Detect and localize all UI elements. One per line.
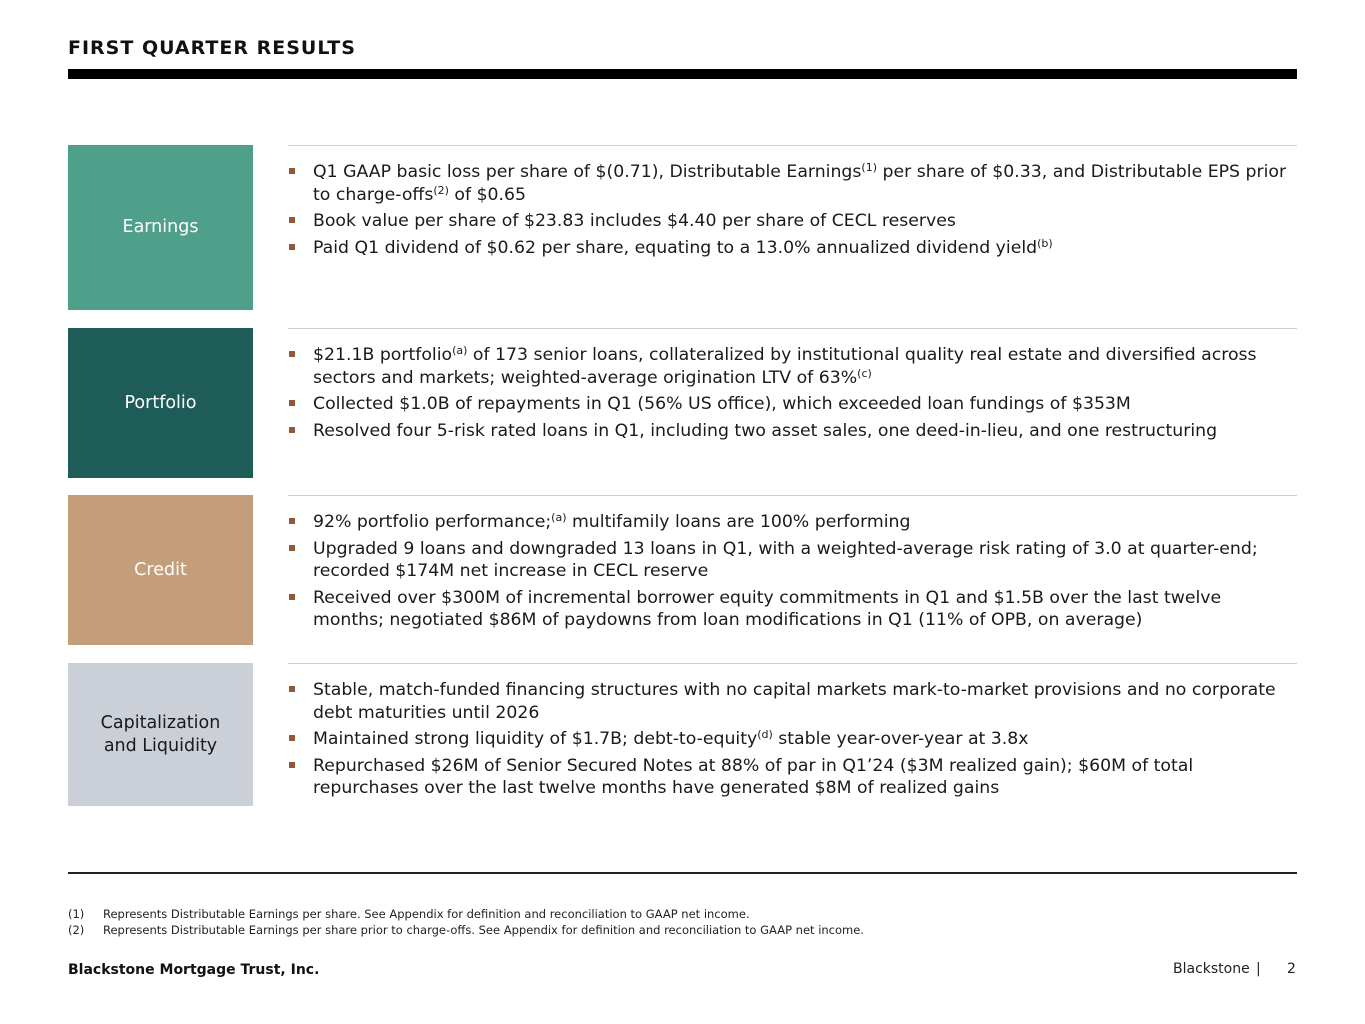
section-divider [288,495,1297,496]
footer-separator: | [1256,961,1261,977]
footnote [68,923,864,937]
section-portfolio [68,328,1297,478]
section-divider [288,663,1297,664]
bullet-item: Collected $1.0B of repayments in Q1 (56% US office), which exceeded loan fundings of $353M [288,393,1297,416]
bullet-item: 92% portfolio performance;$^{(a)}$ multifamily loans are 100% performing [288,511,1297,534]
bullet-list-credit [288,511,1297,636]
bullet-list-capitalization [288,679,1297,804]
title-rule [68,69,1297,79]
bullet-item: Book value per share of $23.83 includes $4.40 per share of CECL reserves [288,210,1297,233]
page-title: FIRST QUARTER RESULTS [68,37,356,59]
footnote-number: (2) [68,923,85,937]
page-number: 2 [1287,961,1296,977]
section-earnings [68,145,1297,310]
section-credit [68,495,1297,645]
bullet-list-portfolio [288,344,1297,446]
square-bullet-icon [289,518,295,524]
square-bullet-icon [289,351,295,357]
square-bullet-icon [289,168,295,174]
brand-name: Blackstone [1173,961,1250,977]
label-line: and Liquidity [103,735,218,756]
square-bullet-icon [289,244,295,250]
section-label-credit: Credit [68,495,253,645]
square-bullet-icon [289,217,295,223]
footnote [68,907,750,921]
square-bullet-icon [289,762,295,768]
bullet-item: Paid Q1 dividend of $0.62 per share, equating to a 13.0% annualized dividend yield$^{(b)}$ [288,237,1297,260]
bullet-item: Repurchased $26M of Senior Secured Notes at 88% of par in Q1’24 ($3M realized gain); $60M of total repurchases over the last twelve months have generated $8M of realized gains [288,755,1297,800]
footnote-text: Represents Distributable Earnings per share prior to charge-offs. See Appendix for definition and reconciliation to GAAP net income. [103,923,864,937]
bullet-item: Upgraded 9 loans and downgraded 13 loans in Q1, with a weighted-average risk rating of 3.0 at quarter-end; recorded $174M net increase in CECL reserve [288,538,1297,583]
bullet-item: Resolved four 5-risk rated loans in Q1, including two asset sales, one deed-in-lieu, and one restructuring [288,420,1297,443]
square-bullet-icon [289,686,295,692]
section-label-earnings: Earnings [68,145,253,310]
bullet-item: Stable, match-funded financing structures with no capital markets mark-to-market provisions and no corporate debt maturities until 2026 [288,679,1297,724]
bullet-list-earnings [288,161,1297,263]
section-divider [288,328,1297,329]
bullet-item: Received over $300M of incremental borrower equity commitments in Q1 and $1.5B over the last twelve months; negotiated $86M of paydowns from loan modifications in Q1 (11% of OPB, on average) [288,587,1297,632]
square-bullet-icon [289,594,295,600]
section-divider [288,145,1297,146]
square-bullet-icon [289,735,295,741]
square-bullet-icon [289,545,295,551]
bullet-item: Maintained strong liquidity of $1.7B; debt-to-equity$^{(d)}$ stable year-over-year at 3.8x [288,728,1297,751]
company-name: Blackstone Mortgage Trust, Inc. [68,962,320,978]
square-bullet-icon [289,427,295,433]
bullet-item: Q1 GAAP basic loss per share of $(0.71), Distributable Earnings$^{(1)}$ per share of $0.33, and Distributable EPS prior to charge-offs$^{(2)}$ of $0.65 [288,161,1297,206]
footnote-text: Represents Distributable Earnings per share. See Appendix for definition and reconciliation to GAAP net income. [103,907,750,921]
section-label-portfolio: Portfolio [68,328,253,478]
section-label-capitalization [68,663,253,806]
label-line: Capitalization [100,712,221,733]
footnote-number: (1) [68,907,85,921]
footnote-rule [68,872,1297,874]
square-bullet-icon [289,400,295,406]
section-capitalization [68,663,1297,806]
bullet-item: $21.1B portfolio$^{(a)}$ of 173 senior loans, collateralized by institutional quality real estate and diversified across sectors and markets; weighted-average origination LTV of 63%$^{(c)}$ [288,344,1297,389]
